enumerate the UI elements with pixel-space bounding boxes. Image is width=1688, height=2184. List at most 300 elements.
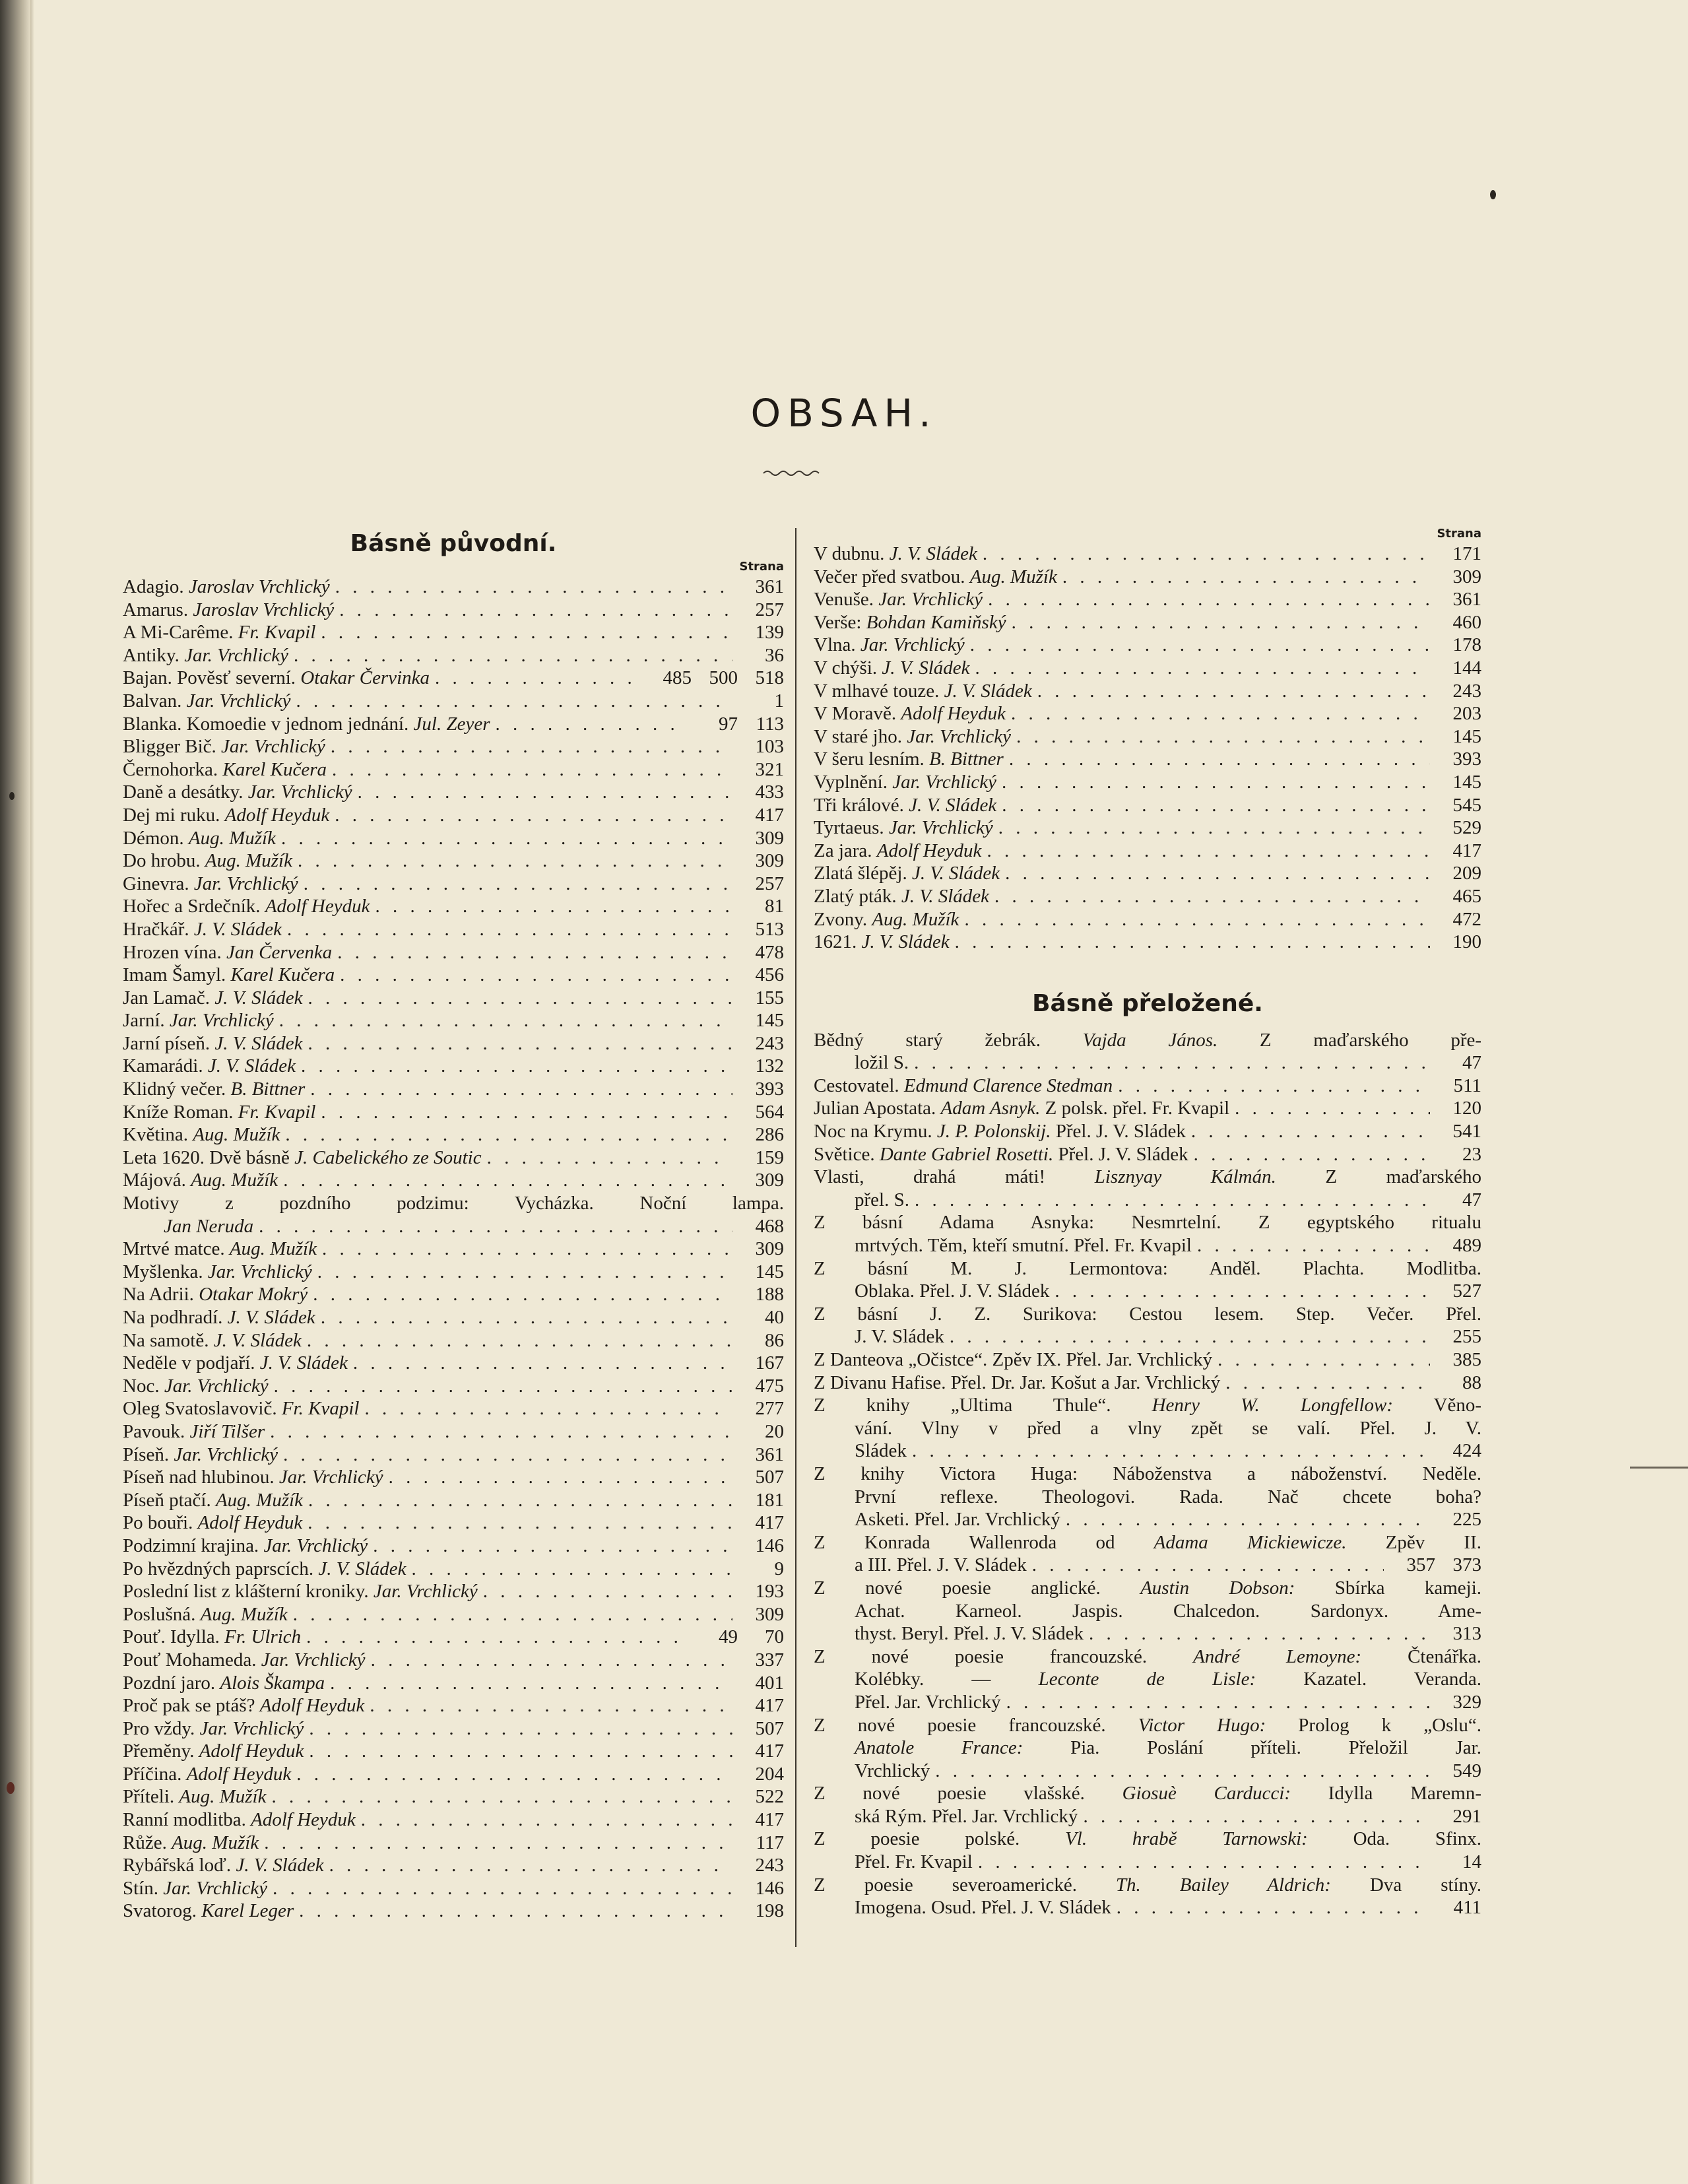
entry-title: Ginevra. Jar. Vrchlický [123, 873, 298, 894]
page-number: 309 [755, 1170, 784, 1191]
entry-title: Myšlenka. Jar. Vrchlický [123, 1261, 312, 1282]
entry-author: Jar. Vrchlický [878, 589, 983, 611]
leader-dots [293, 1603, 732, 1626]
entry-title: Imogena. Osud. Přel. J. V. Sládek [855, 1897, 1111, 1919]
page-number: 417 [755, 1695, 784, 1717]
entry-pages [738, 758, 784, 781]
entry-pages [738, 1900, 784, 1923]
entry-pages [738, 1877, 784, 1900]
toc-entry-translated [814, 1303, 1481, 1348]
toc-entry [123, 1375, 784, 1398]
entry-pages [1435, 816, 1481, 840]
toc-entry [123, 1649, 784, 1672]
entry-title: Světice. Dante Gabriel Rosetti. Přel. J. V. Sládek [814, 1143, 1188, 1165]
toc-entry-translated [814, 1463, 1481, 1531]
entry-pages [738, 1489, 784, 1512]
entry-pages [738, 1763, 784, 1786]
entry-line [814, 1348, 1481, 1372]
entry-author: Otakar Červinka [300, 667, 430, 689]
toc-entry [123, 1466, 784, 1489]
entry-title: Daně a desátky. Jar. Vrchlický [123, 781, 352, 803]
entry-author: Jan Neruda [164, 1215, 254, 1237]
entry-pages [738, 1832, 784, 1855]
leader-dots [983, 543, 1430, 566]
leader-dots [970, 634, 1430, 657]
leader-dots [335, 576, 732, 599]
page-number: 513 [755, 918, 784, 940]
toc-entry [814, 725, 1481, 748]
entry-title: Leta 1620. Dvě básně J. Cabelického ze Soutic [123, 1146, 482, 1168]
page-number: 357 [1406, 1554, 1435, 1576]
entry-last-line [814, 1760, 1481, 1783]
entry-title: Hračkář. J. V. Sládek [123, 918, 282, 940]
entry-pages [645, 667, 784, 690]
page-number: 522 [755, 1786, 784, 1808]
page-number: 393 [1452, 748, 1481, 770]
entry-pages [1435, 1372, 1481, 1395]
page-number: 88 [1462, 1372, 1481, 1393]
page-number: 23 [1462, 1143, 1481, 1165]
entry-last-line [814, 1325, 1481, 1348]
leader-dots [1235, 1097, 1430, 1120]
page-number: 309 [755, 1238, 784, 1260]
leader-dots [271, 1785, 732, 1808]
entry-author: J. V. Sládek [214, 987, 303, 1009]
entry-author: J. V. Sládek [213, 1329, 302, 1351]
entry-title: Černohorka. Karel Kučera [123, 758, 327, 780]
entry-title: Vyplnění. Jar. Vrchlický [814, 771, 997, 793]
toc-entry [123, 758, 784, 781]
entry-title: Kamarádi. J. V. Sládek [123, 1055, 296, 1077]
entry-pages [738, 1169, 784, 1192]
entry-author: Jar. Vrchlický [169, 1010, 274, 1032]
entry-author: Adolf Heyduk [265, 896, 370, 917]
leader-dots [306, 1626, 686, 1649]
page-number: 145 [1452, 771, 1481, 793]
entry-author: Aug. Mužík [179, 1786, 267, 1808]
page-number: 529 [1452, 817, 1481, 839]
entry-pages [738, 1146, 784, 1170]
entry-last-line [814, 1234, 1481, 1257]
entry-author: Aug. Mužík [229, 1238, 317, 1260]
page-number: 277 [755, 1398, 784, 1420]
entry-title: Poslední list z klášterní kroniky. Jar. Vrchlický [123, 1581, 478, 1603]
toc-entry-translated [814, 1143, 1481, 1166]
entry-title: Stín. Jar. Vrchlický [123, 1877, 268, 1899]
entry-title: Píseň. Jar. Vrchlický [123, 1443, 278, 1465]
leader-dots [1062, 566, 1430, 589]
entry-title: Večer před svatbou. Aug. Mužík [814, 566, 1057, 587]
entry-line: Anatole France: Pia. Poslání příteli. Přeložil Jar. [855, 1737, 1481, 1759]
entry-last-line [814, 1691, 1481, 1714]
toc-entry [814, 611, 1481, 634]
entry-title: Na Adrii. Otakar Mokrý [123, 1284, 308, 1306]
toc-entry [123, 1306, 784, 1329]
entry-author: Karel Kučera [230, 964, 335, 986]
entry-pages [1435, 680, 1481, 703]
toc-entry [123, 1238, 784, 1261]
entry-author: Aug. Mužík [215, 1489, 304, 1511]
entry-author: Jar. Vrchlický [207, 1261, 312, 1282]
book-spine-shadow [0, 0, 30, 2184]
page-number: 225 [1452, 1509, 1481, 1531]
entry-author: Bohdan Kamiňský [866, 611, 1006, 633]
entry-author: Jar. Vrchlický [373, 1581, 478, 1603]
page-number: 113 [756, 713, 784, 735]
leader-dots [912, 1439, 1430, 1463]
entry-author: J. V. Sládek [944, 680, 1032, 702]
page-number: 417 [755, 1809, 784, 1831]
entry-title: V Moravě. Adolf Heyduk [814, 703, 1006, 725]
entry-title: Rybářská loď. J. V. Sládek [123, 1855, 324, 1876]
entry-author: Jar. Vrchlický [860, 634, 965, 656]
toc-entry [123, 964, 784, 987]
entry-author: Jar. Vrchlický [221, 736, 325, 758]
entry-author: B. Bittner [230, 1078, 306, 1100]
entry-title: mrtvých. Těm, kteří smutní. Přel. Fr. Kvapil [855, 1235, 1192, 1257]
page-number: 178 [1452, 634, 1481, 656]
leader-dots [915, 1189, 1430, 1212]
entry-line: Z Konrada Wallenroda od Adama Mickiewicze. Zpěv II. [814, 1531, 1481, 1553]
toc-entry [123, 1123, 784, 1146]
page-number: 309 [755, 827, 784, 849]
entry-title: V dubnu. J. V. Sládek [814, 543, 977, 564]
entry-last-line [814, 1851, 1481, 1874]
entry-pages [1435, 1348, 1481, 1372]
entry-title: Příteli. Aug. Mužík [123, 1786, 267, 1808]
leader-dots [264, 1832, 732, 1855]
entry-author: Jar. Vrchlický [184, 644, 289, 666]
entry-pages [1435, 1234, 1481, 1257]
toc-entry [123, 1511, 784, 1535]
entry-author: J. V. Sládek [911, 863, 1000, 884]
entry-title: Proč pak se ptáš? Adolf Heyduk [123, 1695, 365, 1717]
leader-dots [1066, 1508, 1430, 1531]
entry-line: Motivy z pozdního podzimu: Vycházka. Noční lampa. [123, 1193, 784, 1214]
page-number: 417 [755, 1512, 784, 1534]
leader-dots [273, 1877, 732, 1900]
leader-dots [1002, 794, 1430, 817]
leader-dots [279, 1009, 732, 1032]
entry-author: Jar. Vrchlický [163, 1877, 268, 1899]
entry-title: Zvony. Aug. Mužík [814, 908, 959, 930]
toc-entry [814, 748, 1481, 771]
entry-pages [738, 1009, 784, 1032]
toc-entry [123, 941, 784, 964]
ink-speck [7, 1782, 15, 1794]
entry-title: Kníže Roman. Fr. Kvapil [123, 1101, 316, 1123]
entry-pages [738, 1443, 784, 1467]
page-number: 545 [1452, 794, 1481, 816]
entry-author: Jar. Vrchlický [892, 771, 997, 793]
leader-dots [1006, 1691, 1430, 1714]
leader-dots [309, 1717, 732, 1740]
entry-pages [1435, 1805, 1481, 1828]
entry-last-line [814, 1508, 1481, 1531]
page-number: 361 [755, 576, 784, 597]
entry-pages [738, 1740, 784, 1763]
entry-line: Z nové poesie francouzské. André Lemoyne: Čtenářka. [814, 1645, 1481, 1667]
entry-title: Zlatá šlépěj. J. V. Sládek [814, 863, 1000, 884]
leader-dots [1117, 1896, 1430, 1919]
entry-title: Pozdní jaro. Alois Škampa [123, 1672, 325, 1694]
entry-line [814, 1075, 1481, 1098]
toc-entry [814, 840, 1481, 863]
toc-entry [123, 1169, 784, 1192]
entry-pages [1435, 1439, 1481, 1463]
entry-title: Klidný večer. B. Bittner [123, 1078, 306, 1100]
leader-dots [1009, 748, 1430, 771]
entry-author: Jan Červenka [226, 941, 333, 963]
entry-author: J. V. Sládek [236, 1855, 324, 1876]
entry-title: Bajan. Pověsť severní. Otakar Červinka [123, 667, 430, 689]
toc-entry [123, 1443, 784, 1467]
entry-title: 1621. J. V. Sládek [814, 931, 950, 953]
entry-title: Na podhradí. J. V. Sládek [123, 1307, 315, 1328]
entry-title: V chýši. J. V. Sládek [814, 657, 970, 678]
entry-last-line [123, 1215, 784, 1238]
page-number: 475 [755, 1375, 784, 1397]
toc-entry-translated [814, 1828, 1481, 1873]
entry-title: ská Rým. Přel. Jar. Vrchlický [855, 1805, 1078, 1827]
entry-author: Adolf Heyduk [901, 703, 1006, 725]
entry-author: Jar. Vrchlický [247, 781, 352, 803]
entry-pages [1435, 1075, 1481, 1098]
entry-author: J. V. Sládek [882, 657, 970, 678]
toc-entry [123, 1854, 784, 1877]
toc-entry [123, 667, 784, 690]
toc-entry [123, 1740, 784, 1763]
toc-entry [123, 1397, 784, 1420]
entry-pages [738, 1808, 784, 1832]
page-number: 485 [663, 667, 692, 689]
leader-dots [298, 849, 732, 873]
entry-author: B. Bittner [929, 748, 1004, 770]
entry-author: Aug. Mužík [200, 1603, 288, 1625]
entry-pages [1435, 794, 1481, 817]
entry-author: Aug. Mužík [191, 1170, 278, 1191]
page-number: 393 [755, 1078, 784, 1100]
entry-pages [738, 1101, 784, 1124]
entry-pages [1435, 725, 1481, 748]
leader-dots [1005, 862, 1430, 885]
entry-title: Vlna. Jar. Vrchlický [814, 634, 965, 656]
page-number: 36 [765, 644, 784, 666]
toc-entry [123, 849, 784, 873]
leader-dots [935, 1760, 1430, 1783]
page-number: 424 [1452, 1440, 1481, 1462]
entry-pages [738, 1558, 784, 1581]
leader-dots [1055, 1280, 1430, 1303]
toc-entry [814, 931, 1481, 954]
toc-entry [123, 735, 784, 758]
entry-author: Aug. Mužík [205, 850, 292, 872]
entry-pages [738, 1329, 784, 1352]
toc-entry [123, 781, 784, 804]
entry-author: Aug. Mužík [872, 908, 959, 930]
entry-pages [692, 713, 784, 736]
leader-dots [950, 1325, 1430, 1348]
leader-dots [487, 1146, 732, 1170]
leader-dots [329, 1854, 732, 1877]
toc-entry [814, 862, 1481, 885]
leader-dots [1217, 1348, 1430, 1372]
ink-speck [9, 792, 15, 800]
entry-title: Zlatý pták. J. V. Sládek [814, 885, 990, 907]
entry-pages [1435, 657, 1481, 680]
entry-author: Jar. Vrchlický [263, 1535, 368, 1556]
leader-dots [1011, 702, 1430, 725]
leader-dots [988, 588, 1430, 611]
entry-pages [1435, 1622, 1481, 1645]
entry-title: Blanka. Komoedie v jednom jednání. Jul. Zeyer [123, 713, 490, 735]
entry-title: Noc na Krymu. J. P. Polonskij. Přel. J. V. Sládek [814, 1121, 1186, 1142]
entry-author: Adolf Heyduk [224, 804, 330, 826]
entry-line: Z nové poesie francouzské. Victor Hugo: Prolog k „Oslu“. [814, 1714, 1482, 1736]
page-number: 417 [755, 1740, 784, 1762]
entry-line: Z básní Adama Asnyka: Nesmrtelní. Z egyptského ritualu [814, 1212, 1481, 1234]
entry-title: V staré jho. Jar. Vrchlický [814, 725, 1012, 747]
entry-line: Achat. Karneol. Jaspis. Chalcedon. Sardonyx. Ame- [855, 1600, 1481, 1622]
leader-dots [281, 827, 732, 850]
page-number: 460 [1452, 611, 1481, 633]
page-number: 309 [755, 850, 784, 872]
entry-author: Karel Kučera [222, 758, 327, 780]
page-number: 1 [774, 690, 784, 711]
entry-pages [1435, 840, 1481, 863]
section-heading-translated: Básně přeložené. [1032, 989, 1263, 1017]
entry-author: Alois Škampa [220, 1672, 325, 1694]
entry-pages [738, 873, 784, 896]
entry-author: Jar. Vrchlický [174, 1443, 278, 1465]
toc-entry [814, 908, 1481, 931]
toc-entry [123, 1717, 784, 1740]
entry-author: Aug. Mužík [193, 1124, 280, 1146]
leader-dots [1037, 680, 1430, 703]
entry-author: Fr. Kvapil [281, 1398, 360, 1420]
entry-author: Fr. Ulrich [224, 1626, 302, 1648]
entry-pages [1435, 1691, 1481, 1714]
entry-pages [1435, 931, 1481, 954]
entry-title: Tři králové. J. V. Sládek [814, 794, 997, 816]
leader-dots [955, 931, 1430, 954]
entry-pages [738, 690, 784, 713]
leader-dots [358, 781, 732, 804]
toc-entry-translated [814, 1394, 1481, 1463]
entry-pages [1435, 1189, 1481, 1212]
leader-dots [330, 1672, 732, 1695]
entry-title: Neděle v podjaří. J. V. Sládek [123, 1352, 348, 1374]
toc-entry [123, 1832, 784, 1855]
leader-dots [1194, 1143, 1430, 1166]
leader-dots [259, 1215, 732, 1238]
entry-author: Jar. Vrchlický [164, 1375, 269, 1397]
entry-pages [738, 895, 784, 918]
entry-author: Jar. Vrchlický [193, 873, 298, 894]
toc-entry-translated [814, 1257, 1481, 1303]
leader-dots [339, 599, 732, 622]
margin-rule [1630, 1467, 1688, 1469]
toc-entry [123, 1032, 784, 1055]
leader-dots [1016, 725, 1430, 748]
entry-pages [738, 781, 784, 804]
entry-last-line [814, 1439, 1481, 1463]
entry-title: Adagio. Jaroslav Vrchlický [123, 576, 330, 597]
page-number: 146 [755, 1535, 784, 1556]
entry-author: Karel Leger [201, 1900, 294, 1922]
toc-entry-translated [814, 1577, 1481, 1645]
leader-dots [299, 1900, 732, 1923]
entry-pages [1435, 1143, 1481, 1166]
entry-title: Píseň nad hlubinou. Jar. Vrchlický [123, 1467, 383, 1488]
entry-pages [738, 1261, 784, 1284]
entry-title: J. V. Sládek [855, 1326, 944, 1348]
page-number: 40 [765, 1307, 784, 1328]
entry-title: Do hrobu. Aug. Mužík [123, 850, 292, 872]
leader-dots [285, 1123, 732, 1146]
entry-title: Po bouři. Adolf Heyduk [123, 1512, 303, 1534]
entry-pages [738, 1055, 784, 1078]
entry-pages [738, 1603, 784, 1626]
entry-author: Jul. Zeyer [413, 713, 490, 735]
entry-pages [738, 964, 784, 987]
entry-title: Poslušná. Aug. Mužík [123, 1603, 288, 1625]
leader-dots [321, 1101, 732, 1124]
entry-title: Přeměny. Adolf Heyduk [123, 1740, 304, 1762]
entry-pages [738, 804, 784, 827]
page-number: 456 [755, 964, 784, 986]
leader-dots [412, 1558, 732, 1581]
right-column [814, 528, 1481, 1919]
toc-entry-translated [814, 1531, 1481, 1577]
entry-line: vání. Vlny v před a vlny zpět se valí. Přel. J. V. [855, 1417, 1481, 1439]
leader-dots [496, 713, 686, 736]
page-number: 167 [755, 1352, 784, 1374]
entry-pages [1435, 634, 1481, 657]
page-number: 361 [1452, 589, 1481, 611]
entry-pages [738, 1694, 784, 1717]
entry-line: Z nové poesie vlašské. Giosuè Carducci: Idylla Maremn- [814, 1783, 1482, 1804]
leader-dots [373, 1535, 732, 1558]
toc-entry [123, 690, 784, 713]
entry-author: J. V. Sládek [889, 543, 977, 564]
toc-entry [814, 771, 1481, 794]
entry-pages [1435, 1120, 1481, 1143]
leader-dots [308, 1511, 732, 1535]
page-number: 86 [765, 1329, 784, 1351]
leader-dots [978, 1851, 1430, 1874]
entry-title: Pro vždy. Jar. Vrchlický [123, 1717, 304, 1739]
entry-title: V šeru lesním. B. Bittner [814, 748, 1004, 770]
entry-pages [738, 1580, 784, 1603]
leader-dots [283, 1169, 732, 1192]
entry-line: Z knihy „Ultima Thule“. Henry W. Longfellow: Věno- [814, 1395, 1481, 1416]
entry-author: Adolf Heyduk [186, 1763, 292, 1785]
entry-title: Z Danteova „Očistce“. Zpěv IX. Přel. Jar. Vrchlický [814, 1349, 1213, 1370]
leader-dots [975, 657, 1430, 680]
entry-title: Růže. Aug. Mužík [123, 1832, 259, 1853]
entry-title: Julian Apostata. Adam Asnyk. Z polsk. přel. Fr. Kvapil [814, 1098, 1230, 1119]
entry-pages [1435, 543, 1481, 566]
toc-entry [123, 1558, 784, 1581]
entry-author: Adolf Heyduk [251, 1809, 356, 1831]
page-number: 70 [765, 1626, 784, 1648]
entry-line: První reflexe. Theologovi. Rada. Nač chcete boha? [855, 1486, 1481, 1507]
leader-dots [994, 885, 1430, 908]
entry-title: Májová. Aug. Mužík [123, 1170, 278, 1191]
leader-dots [296, 1763, 732, 1786]
toc-entry [814, 543, 1481, 566]
